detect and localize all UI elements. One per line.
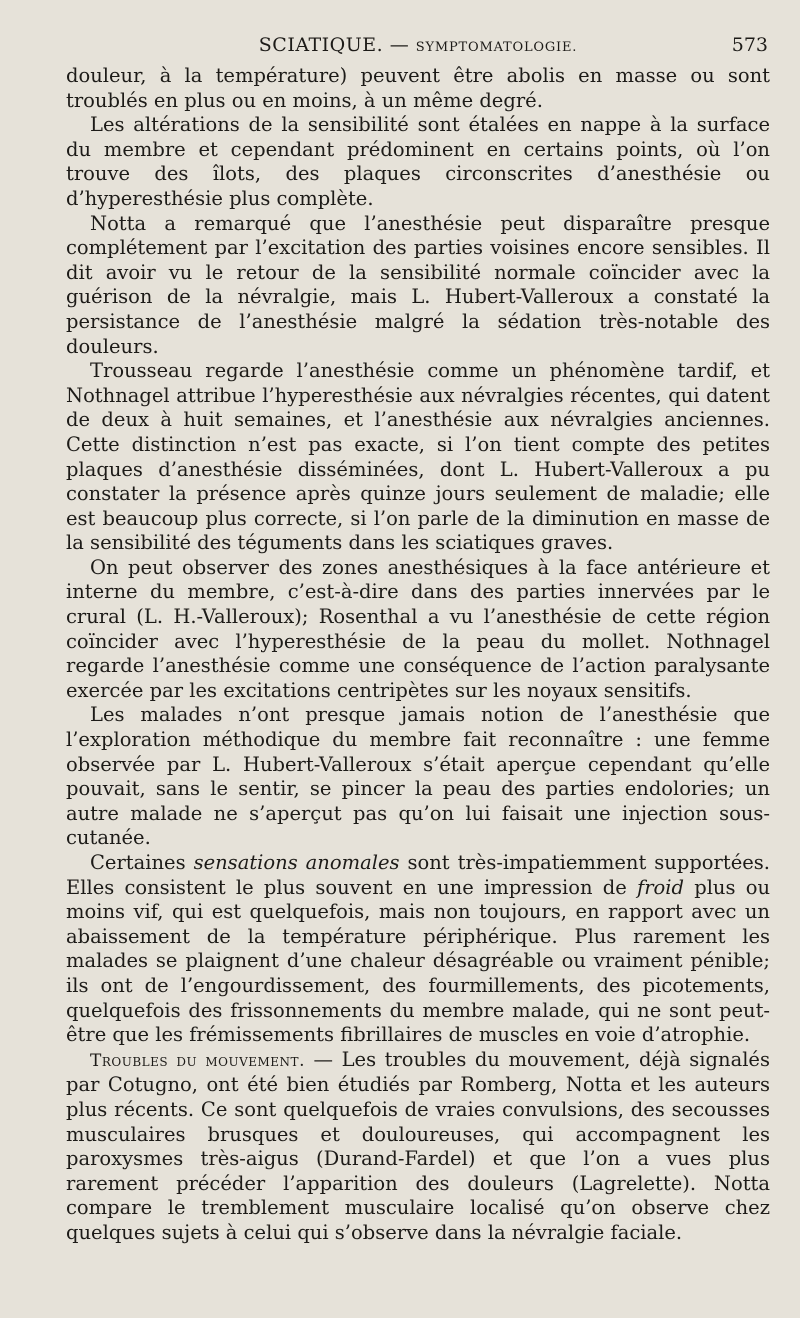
paragraph-7-middle: sont très-impatiemment supportées. Elles consistent le plus souvent en une impression de bbox=[66, 851, 770, 899]
page-number: 573 bbox=[731, 34, 768, 56]
emphasis-sensations-anomales: sensations anomales bbox=[193, 851, 400, 874]
running-title bbox=[66, 34, 770, 56]
paragraph-3: Notta a remarqué que l’anesthésie peut disparaître presque complétement par l’excitation des parties voisines encore sensibles. Il dit avoir vu le retour de la sensibilité normale coïncider avec la guérison de la névralgie, mais L. Hubert-Valleroux a constaté la persistance de l’anesthésie malgré la sédation très-notable des douleurs. bbox=[66, 211, 770, 358]
paragraph-7-start: Certaines bbox=[90, 851, 194, 874]
paragraph-2: Les altérations de la sensibilité sont étalées en nappe à la surface du membre et cependant prédominent en certains points, où l’on trouve des îlots, des plaques circonscrites d’anesthésie ou d’hyperesthésie plus complète. bbox=[66, 113, 770, 210]
paragraph-7-end: plus ou moins vif, qui est quelquefois, mais non toujours, en rapport avec un abaissement de la température périphérique. Plus rarement les malades se plaignent d’une chaleur désagréable ou vraiment pénible; ils ont de l’engourdissement, des fourmillements, des picotements, quelquefois des frissonnements du membre malade, qui ne sont peut-être que les frémissements fibrillaires de muscles en voie d’atrophie. bbox=[66, 875, 770, 1047]
paragraph-5: On peut observer des zones anesthésiques à la face antérieure et interne du membre, c’est-à-dire dans des parties innervées par le crural (L. H.-Valleroux); Rosenthal a vu l’anesthésie de cette région coïncider avec l’hyperesthésie de la peau du mollet. Nothnagel regarde l’anesthésie comme une conséquence de l’action paralysante exercée par les excitations centripètes sur les noyaux sensitifs. bbox=[66, 555, 770, 702]
section-heading-troubles-du-mouvement: Troubles du mouvement. bbox=[90, 1050, 305, 1071]
paragraph-7 bbox=[66, 851, 770, 1048]
paragraph-8-text: — Les troubles du mouvement, déjà signalés par Cotugno, ont été bien étudiés par Romberg, Notta et les auteurs plus récents. Ce sont quelquefois de vraies convulsions, des secousses musculaires brusques et douloureuses, qui accompagnent les paroxysmes très-aigus (Durand-Fardel) et que l’on a vues plus rarement précéder l’apparition des douleurs (Lagrelette). Notta compare le tremblement musculaire localisé qu’on observe chez quelques sujets à celui qui s’observe dans la névralgie faciale. bbox=[66, 1047, 770, 1244]
paragraph-8 bbox=[66, 1048, 770, 1246]
running-title-dash: — bbox=[383, 34, 416, 56]
paragraph-1: douleur, à la température) peuvent être abolis en masse ou sont troublés en plus ou en moins, à un même degré. bbox=[66, 64, 770, 112]
paragraph-4: Trousseau regarde l’anesthésie comme un phénomène tardif, et Nothnagel attribue l’hyperesthésie aux névralgies récentes, qui datent de deux à huit semaines, et l’anesthésie aux névralgies anciennes. Cette distinction n’est pas exacte, si l’on tient compte des petites plaques d’anesthésie disséminées, dont L. Hubert-Valleroux a pu constater la présence après quinze jours seulement de maladie; elle est beaucoup plus correcte, si l’on parle de la diminution en masse de la sensibilité des téguments dans les sciatiques graves. bbox=[66, 359, 770, 555]
running-title-sub: SYMPTOMATOLOGIE. bbox=[415, 40, 578, 55]
running-head bbox=[66, 30, 770, 64]
emphasis-froid: froid bbox=[637, 875, 685, 899]
running-title-main: SCIATIQUE. bbox=[258, 34, 384, 56]
body-text bbox=[66, 64, 770, 1246]
paragraph-6: Les malades n’ont presque jamais notion de l’anesthésie que l’exploration méthodique du membre fait reconnaître : une femme observée par L. Hubert-Valleroux s’était aperçue cependant qu’elle pouvait, sans le sentir, se pincer la peau des parties endolories; un autre malade ne s’aperçut pas qu’on lui faisait une injection sous-cutanée. bbox=[66, 703, 770, 850]
